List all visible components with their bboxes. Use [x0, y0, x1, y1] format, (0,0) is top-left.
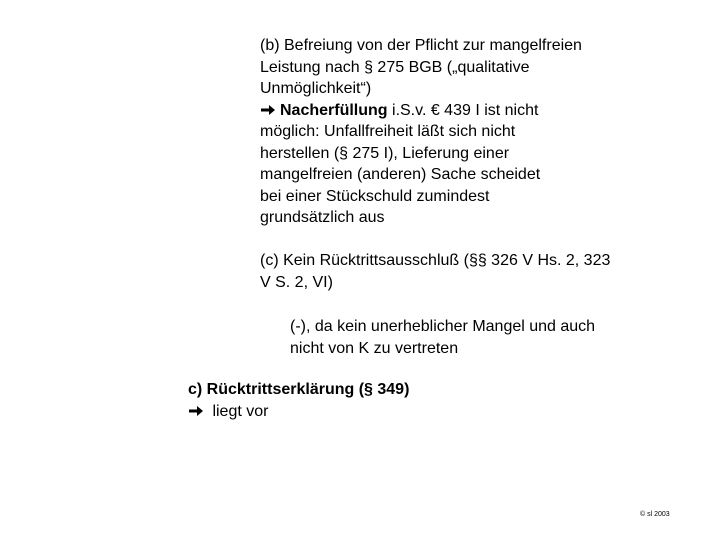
ruecktrittserklaerung-heading: c) Rücktrittserklärung (§ 349) [188, 381, 410, 398]
section-c-line-2: V S. 2, VI) [260, 273, 333, 291]
copyright-footer: © sl 2003 [640, 511, 670, 518]
conclusion-minus [290, 316, 595, 359]
conclusion-line-1: (-), da kein unerheblicher Mangel und auch [290, 318, 596, 335]
liegt-vor-line [188, 401, 409, 423]
section-b-line-9: grundsätzlich aus [260, 209, 385, 226]
nacherfuellung-line [260, 100, 582, 122]
section-b-line-5: möglich: Unfallfreiheit läßt sich nicht [260, 123, 516, 140]
section-b-line-6: herstellen (§ 275 I), Lieferung einer [260, 144, 510, 162]
right-arrow-icon [260, 100, 280, 122]
liegt-vor-text: liegt vor [208, 402, 269, 420]
section-b-line-2: Leistung nach § 275 BGB („qualitative [260, 58, 530, 76]
section-c [260, 250, 610, 293]
right-arrow-icon [188, 401, 208, 423]
nacherfuellung-term: Nacherfüllung [280, 101, 388, 119]
conclusion-line-2: nicht von K zu vertreten [290, 339, 459, 357]
section-c2 [188, 379, 409, 422]
section-b-line-8: bei einer Stückschuld zumindest [260, 187, 490, 205]
section-b-line-1: (b) Befreiung von der Pflicht zur mangelfreien [260, 37, 582, 54]
section-b-line-7: mangelfreien (anderen) Sache scheidet [260, 166, 541, 183]
nacherfuellung-text: i.S.v. € 439 I ist nicht [387, 101, 539, 119]
section-c-line-1: (c) Kein Rücktrittsausschluß (§§ 326 V Hs. 2, 323 [260, 252, 611, 269]
section-b [260, 35, 582, 229]
section-b-line-3: Unmöglichkeit“) [260, 80, 372, 97]
